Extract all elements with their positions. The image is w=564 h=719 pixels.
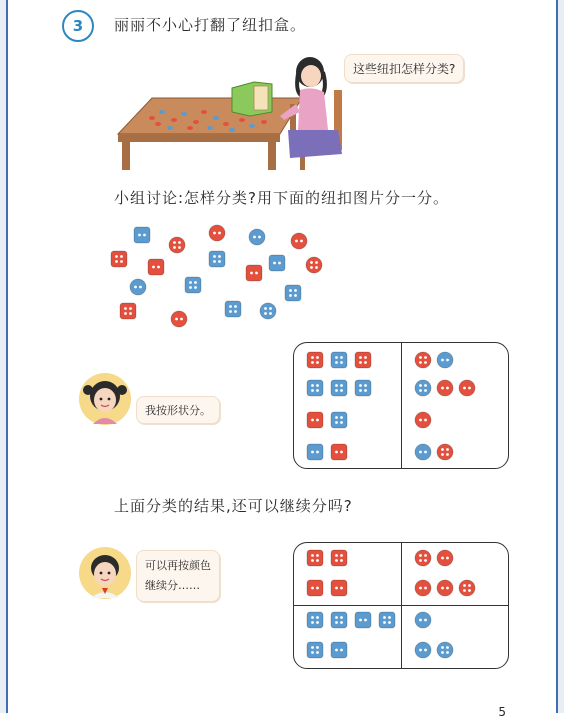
blue-round-button [259,302,277,320]
red-round-button [170,310,188,328]
blue-square-button [378,611,396,629]
color-speech-line-1: 可以再按颜色 [145,559,211,572]
shape-classification-box [293,342,509,469]
red-round-button [458,579,476,597]
red-square-button [330,549,348,567]
red-round-button [208,224,226,242]
spilled-button [171,118,177,122]
box-horizontal-divider [294,605,508,606]
spilled-button [239,118,245,122]
red-square-button [354,351,372,369]
red-square-button [306,579,324,597]
blue-square-button [284,284,302,302]
blue-square-button [306,443,324,461]
blue-square-button [330,351,348,369]
blue-square-button [330,611,348,629]
table-illustration [112,54,352,172]
blue-round-button [129,278,147,296]
blue-square-button [306,611,324,629]
red-round-button [414,549,432,567]
red-square-button [147,258,165,276]
red-square-button [110,250,128,268]
blue-round-button [248,228,266,246]
spilled-button [207,126,213,130]
red-round-button [414,411,432,429]
red-round-button [290,232,308,250]
spilled-button [159,110,165,114]
spilled-button [181,112,187,116]
spilled-button [213,116,219,120]
spilled-button [261,120,267,124]
red-round-button [436,579,454,597]
spilled-button [249,124,255,128]
red-round-button [414,351,432,369]
blue-square-button [208,250,226,268]
blue-square-button [354,379,372,397]
blue-round-button [436,351,454,369]
shape-speech-bubble [136,396,220,424]
red-round-button [458,379,476,397]
girl-avatar [78,372,132,426]
spilled-button [201,110,207,114]
blue-square-button [268,254,286,272]
red-round-button [436,549,454,567]
continue-question: 上面分类的结果,还可以继续分吗? [114,497,353,515]
blue-square-button [306,379,324,397]
red-square-button [306,549,324,567]
blue-square-button [133,226,151,244]
red-round-button [436,379,454,397]
red-round-button [168,236,186,254]
spilled-button [155,122,161,126]
blue-round-button [436,641,454,659]
blue-square-button [354,611,372,629]
blue-square-button [184,276,202,294]
problem-number-badge: 3 [62,10,94,42]
problem-statement: 丽丽不小心打翻了纽扣盒。 [114,16,307,34]
boy-avatar [78,546,132,600]
spilled-button [193,120,199,124]
blue-square-button [330,379,348,397]
spilled-button [149,116,155,120]
red-square-button [330,443,348,461]
girl-question-text: 这些纽扣怎样分类? [353,62,456,76]
red-square-button [306,351,324,369]
spilled-button [223,122,229,126]
blue-square-button [306,641,324,659]
red-round-button [414,579,432,597]
blue-square-button [224,300,242,318]
shape-speech-text: 我按形状分。 [145,404,211,417]
page-right-edge [556,0,564,713]
blue-round-button [414,641,432,659]
red-round-button [305,256,323,274]
red-square-button [245,264,263,282]
color-classification-box [293,542,509,669]
spilled-button [229,128,235,132]
box-divider [401,343,402,468]
spilled-button [187,126,193,130]
color-speech-bubble [136,550,220,602]
red-square-button [119,302,137,320]
red-square-button [306,411,324,429]
red-round-button [436,443,454,461]
blue-square-button [330,411,348,429]
blue-round-button [414,443,432,461]
blue-round-button [414,379,432,397]
blue-square-button [330,641,348,659]
spilled-button [167,126,173,130]
red-square-button [330,579,348,597]
page-number: 5 [498,705,506,719]
blue-round-button [414,611,432,629]
discussion-prompt: 小组讨论:怎样分类?用下面的纽扣图片分一分。 [114,189,450,207]
girl-speech-bubble [344,54,464,83]
page-left-edge [0,0,8,713]
color-speech-line-2: 继续分…… [145,579,200,592]
